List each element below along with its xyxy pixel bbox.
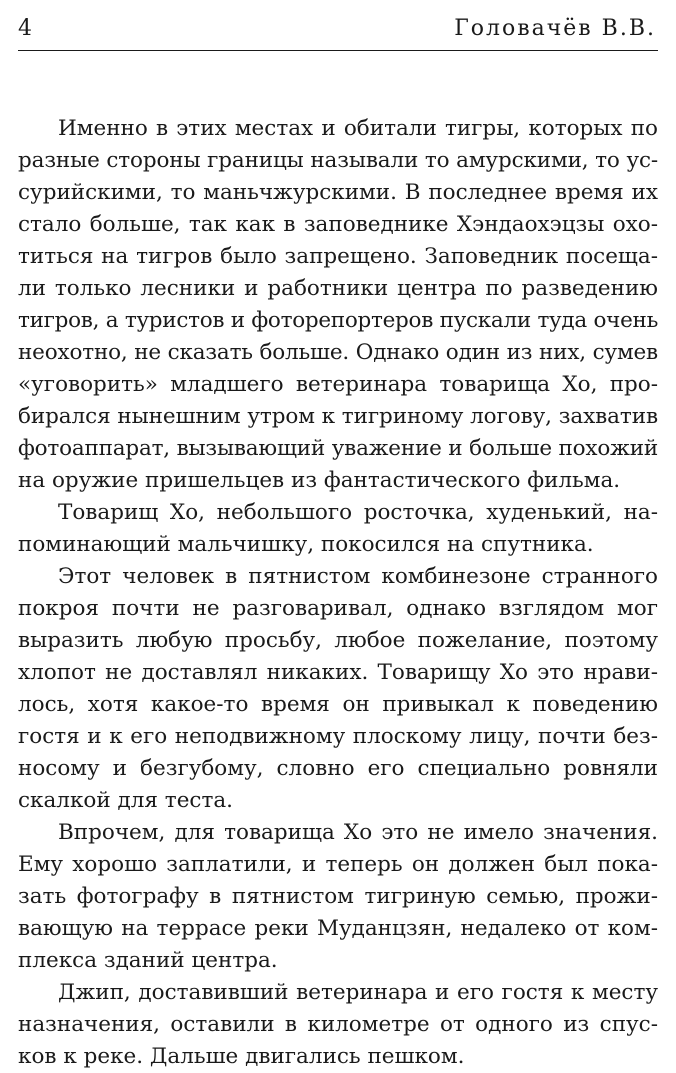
paragraph [18, 561, 658, 817]
text-line: поминающий мальчишку, покосился на спутника. [18, 532, 594, 557]
text-line: зать фотографу в пятнистом тигриную семью, прожи- [18, 884, 658, 909]
page-header [18, 14, 658, 51]
text-line: стало больше, так как в заповеднике Хэндаохэцзы охо- [18, 212, 658, 237]
text-line: гостя и к его неподвижному плоскому лицу, почти без- [18, 724, 658, 749]
text-line: ли только лесники и работники центра по разведению [18, 276, 658, 301]
text-line: вающую на террасе реки Муданцзян, недалеко от ком- [18, 916, 658, 941]
page-number: 4 [18, 16, 33, 41]
text-line: плекса зданий центра. [18, 948, 278, 973]
body-text [18, 113, 658, 1073]
text-line: Джип, доставивший ветеринара и его гостя к месту [58, 980, 658, 1005]
text-line: тигров, а туристов и фоторепортеров пускали туда очень [18, 308, 658, 333]
text-line: хлопот не доставлял никаких. Товарищу Хо это нрави- [18, 660, 658, 685]
paragraph [18, 497, 658, 561]
text-line: на оружие пришельцев из фантастического фильма. [18, 468, 621, 493]
text-line: бирался нынешним утром к тигриному логову, захватив [18, 404, 658, 429]
text-line: неохотно, не сказать больше. Однако один из них, сумев [18, 340, 658, 365]
text-line: ков к реке. Дальше двигались пешком. [18, 1044, 465, 1069]
paragraph [18, 113, 658, 497]
text-line: скалкой для теста. [18, 788, 233, 813]
text-line: «уговорить» младшего ветеринара товарища Хо, про- [18, 372, 658, 397]
text-line: лось, хотя какое-то время он привыкал к поведению [18, 692, 658, 717]
text-line: Именно в этих местах и обитали тигры, которых по [58, 116, 658, 141]
running-title: Головачёв В.В. [454, 16, 656, 41]
text-line: выразить любую просьбу, любое пожелание, поэтому [18, 628, 658, 653]
text-line: Товарищ Хо, небольшого росточка, худенький, на- [58, 500, 658, 525]
text-line: покроя почти не разговаривал, однако взглядом мог [18, 596, 658, 621]
text-line: фотоаппарат, вызывающий уважение и больше похожий [18, 436, 658, 461]
text-line: титься на тигров было запрещено. Заповедник посеща- [18, 244, 658, 269]
text-line: носому и безгубому, словно его специально ровняли [18, 756, 658, 781]
text-line: разные стороны границы называли то амурскими, то ус- [18, 148, 658, 173]
text-line: Впрочем, для товарища Хо это не имело значения. [58, 820, 658, 845]
text-line: Этот человек в пятнистом комбинезоне странного [58, 564, 658, 589]
text-line: Ему хорошо заплатили, и теперь он должен был пока- [18, 852, 658, 877]
text-line: назначения, оставили в километре от одного из спус- [18, 1012, 658, 1037]
paragraph [18, 817, 658, 977]
text-line: сурийскими, то маньчжурскими. В последнее время их [18, 180, 658, 205]
paragraph [18, 977, 658, 1073]
